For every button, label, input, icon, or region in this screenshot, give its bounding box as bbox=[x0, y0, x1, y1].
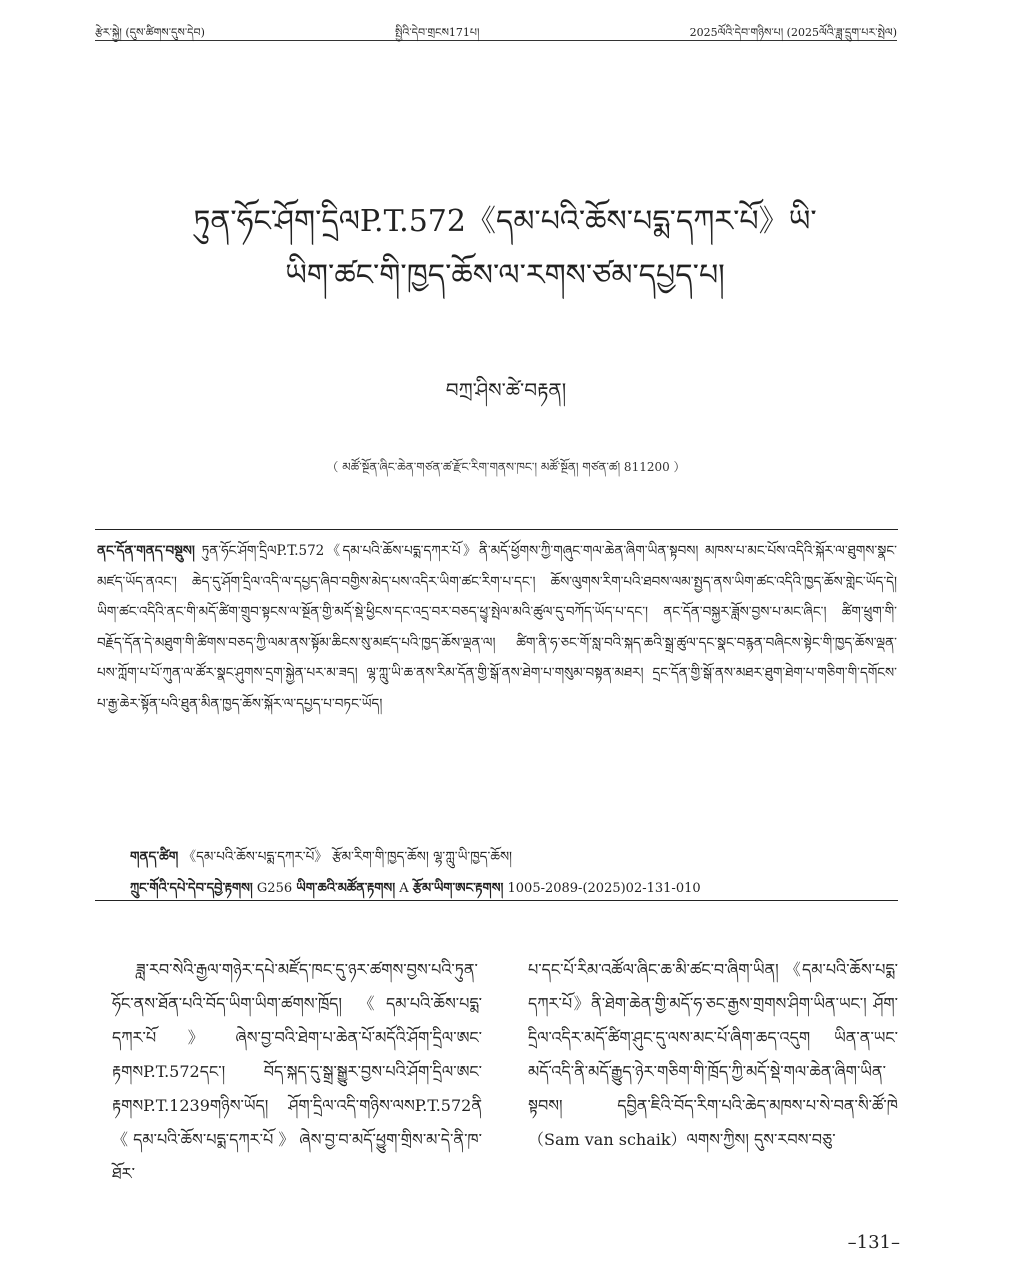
body-column-left: ཟླ་རབ་སེའི་རྒྱལ་གཉེར་དཔེ་མཛོད་ཁང་དུ་ཉར་ཚགས་བྱས་པའི་ཏུན་ཧོང་ནས་ཐོན་པའི་བོད་ཡིག་ཡིག་ཚགས་ཁྲོད། 《དམ་པའི་ཆོས་པདྨ་དཀར་པོ》ཞེས་བྱ་བའི་ཐེག་པ་ཆེན་པོ་མདོའི་ཤོག་དྲིལ་ཨང་རྟགསP.T.572དང་། བོད་སྐད་དུ་སྒྲ་སྒྱུར་བྱས་པའི་ཤོག་དྲིལ་ཨང་རྟགསP.T.1239གཉིས་ཡོད། ཤོག་དྲིལ་འདི་གཉིས་ལསP.T.572ནི《དམ་པའི་ཆོས་པདྨ་དཀར་པོ》ཞེས་བྱ་བ་མདོ་ཕྱུག་གྲིས་མ་དེ་ནི་ཁ་ཐོར་ bbox=[112, 960, 482, 1183]
title-line-1: ཏུན་ཧོང་ཤོག་དྲིལP.T.572《དམ་པའི་ཆོས་པདྨ་དཀར་པོ》ཡི་ bbox=[193, 204, 817, 239]
journal-name: རྩེར་སྐྱེ། (དུས་ཚིགས་དུས་དེབ) bbox=[95, 26, 205, 39]
article-id-label: རྩོམ་ཡིག་ཨང་རྟགས། bbox=[412, 881, 504, 896]
page-number: –131– bbox=[847, 1232, 900, 1253]
abstract-text: ཏུན་ཧོང་ཤོག་དྲིལP.T.572《དམ་པའི་ཆོས་པདྨ་དཀར་པོ》ནི་མདོ་ཕྱོགས་ཀྱི་གཞུང་གལ་ཆེན་ཞིག་ཡིན་སྟབས། མཁས་པ་མང་པོས་འདིའི་སྐོར་ལ་ཐུགས་སྣང་མཛད་ཡོད་ནའང་། ཆེད་དུ་ཤོག་དྲིལ་འདི་ལ་དཔྱད་ཞིབ་བགྱིས་མེད་པས་འདིར་ཡིག་ཚང་རིག་པ་དང་། ཆོས་ལུགས་རིག་པའི་ཐབས་ལམ་སྤྱད་ནས་ཡིག་ཚང་འདིའི་ཁྱད་ཆོས་གླེང་ཡོད་དེ། ཡིག་ཚང་འདིའི་ནང་གི་མདོ་ཚིག་གྲུབ་སྟངས་ལ་སྔོན་གྱི་མདོ་སྡེ་ཕྱིངས་དང་འདྲ་བར་བཅད་ཕྱྭ་སྤེལ་མའི་ཚུལ་དུ་བཀོད་ཡོད་པ་དང་། ནང་དོན་བསྐྱར་ཟློས་བྱས་པ་མང་ཞིང་། ཚིག་ཕྲུག་གི་བརྗོད་དོན་དེ་མཐུག་གི་ཚིགས་བཅད་ཀྱི་ལམ་ནས་སྟོམ་ཆིངས་སུ་མཛད་པའི་ཁྱད་ཆོས་ལྡན་ལ། ཚིག་ནི་ཧ་ཅང་གོ་སླ་བའི་སྐད་ཆའི་སྒྲ་ཚུལ་དང་སྣང་བརྙན་བཞིངས་སྟེང་གི་ཁྱད་ཆོས་ལྡན་པས་ཀློག་པ་པོ་ཀུན་ལ་ཚོར་སྣང་ཤུགས་དྲག་སྐྱེན་པར་མ་ཟད། ལྷ་ཀླུ་ཡི་ཆ་ནས་རིམ་དོན་གྱི་སྒོ་ནས་ཐེག་པ་གསུམ་བསྟན་མཐར། དྲང་དོན་གྱི་སྒོ་ནས་མཐར་ཐུག་ཐེག་པ་གཅིག་གི་དགོངས་པ་རྒྱ་ཆེར་སྟོན་པའི་ཐུན་མིན་ཁྱད་ཆོས་སྐོར་ལ་དཔྱད་པ་བཏང་ཡོད། bbox=[97, 543, 897, 712]
doc-code: A bbox=[399, 881, 409, 896]
author-name: བཀྲ་ཤིས་ཚེ་བརྟན། bbox=[445, 378, 567, 402]
abstract-top-rule bbox=[95, 529, 898, 530]
abstract bbox=[97, 536, 897, 719]
issue-date: 2025ལོའི་དེབ་གཉིས་པ། (2025ལོའི་ཟླ་དྲུག་པར་སྤེལ) bbox=[689, 26, 897, 39]
clc-code: G256 bbox=[256, 881, 293, 896]
classification bbox=[130, 873, 890, 910]
issue-number: སྤྱིའི་དེབ་གྲངས171པ། bbox=[395, 26, 480, 39]
running-header bbox=[95, 14, 897, 41]
article-id: 1005-2089-(2025)02-131-010 bbox=[507, 881, 701, 896]
keywords-label: གནད་ཚིག bbox=[130, 849, 179, 865]
article-title bbox=[80, 195, 930, 303]
title-line-2: ཡིག་ཚང་གི་ཁྱད་ཆོས་ལ་རགས་ཙམ་དཔྱད་པ། bbox=[285, 258, 725, 293]
clc-label: ཀྲུང་གོའི་དཔེ་དེབ་དབྱེ་རྟགས། bbox=[130, 881, 253, 896]
abstract-bottom-rule bbox=[95, 900, 898, 901]
keywords-text: 《དམ་པའི་ཆོས་པདྨ་དཀར་པོ》 རྩོམ་རིག་གི་ཁྱད་ཆོས། ལྷ་ཀླུ་ཡི་ཁྱད་ཆོས། bbox=[182, 849, 513, 865]
doc-code-label: ཡིག་ཆའི་མཚོན་རྟགས། bbox=[296, 881, 396, 896]
body-column-right: པ་དང་པོ་རིམ་འཚོལ་ཞིང་ཆ་མི་ཚང་བ་ཞིག་ཡིན། 《དམ་པའི་ཆོས་པདྨ་དཀར་པོ》ནི་ཐེག་ཆེན་གྱི་མདོ་ཧ་ཅང་རྒྱས་གྲགས་ཤིག་ཡིན་ཡང་། ཤོག་དྲིལ་འདིར་མདོ་ཚིག་ཤུང་དུ་ལས་མང་པོ་ཞིག་ཆད་འདུག ཡིན་ན་ཡང་མདོ་འདི་ནི་མདོ་རྒྱུད་ཉེར་གཅིག་གི་ཁྲོད་ཀྱི་མདོ་སྡེ་གལ་ཆེན་ཞིག་ཡིན་སྟབས། དབྱིན་ཇིའི་བོད་རིག་པའི་ཆེད་མཁས་པ་སེ་བན་སི་ཚོ་ཁེ（Sam van schaik）ལགས་ཀྱིས། དུས་རབས་བཅུ་ bbox=[528, 960, 898, 1149]
author-affiliation: （ མཚོ་སྔོན་ཞིང་ཆེན་གཙན་ཚ་རྫོང་རིག་གནས་ཁང་། མཚོ་སྔོན། གཙན་ཚ། 811200 ） bbox=[326, 460, 686, 474]
abstract-label: ནང་དོན་གནད་བསྡུས། bbox=[97, 543, 195, 559]
